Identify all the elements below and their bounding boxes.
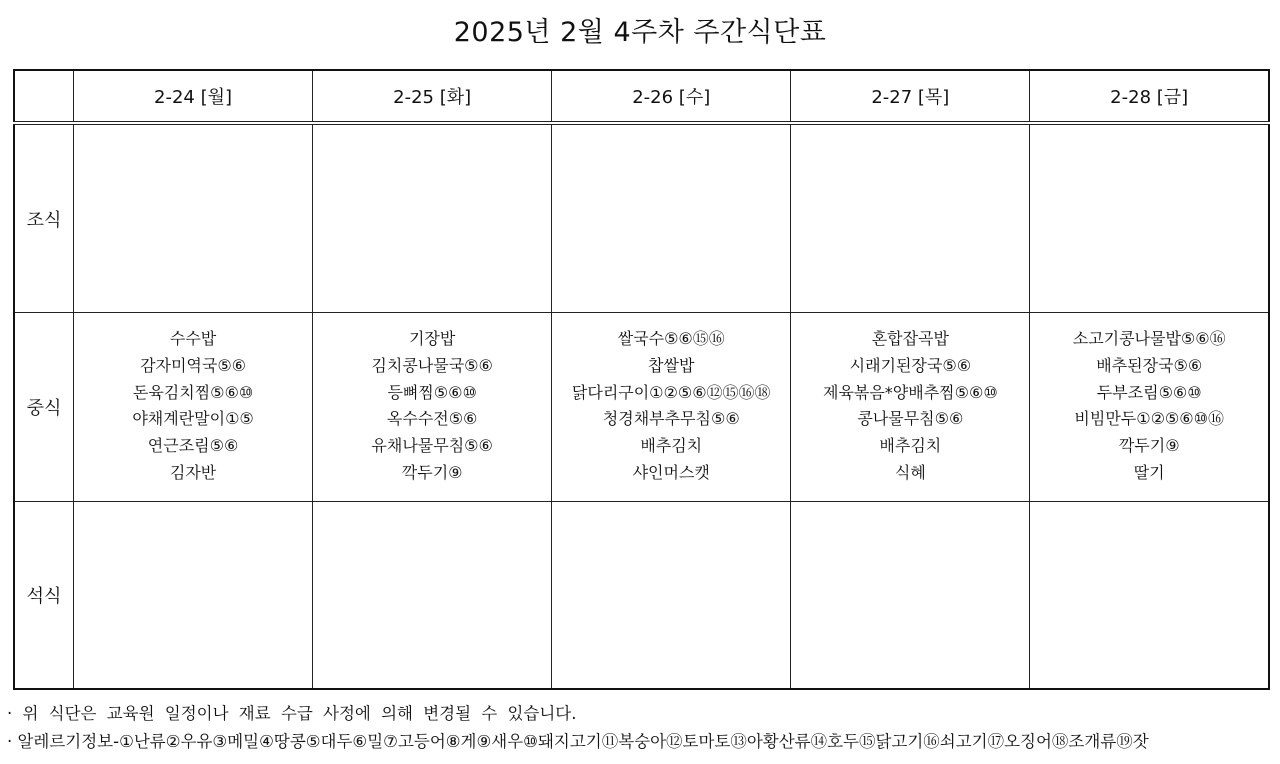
dish-item: 깍두기⑨	[1118, 436, 1180, 456]
dish-item: 콩나물무침⑤⑥	[857, 409, 964, 429]
dish-item: 식혜	[894, 462, 926, 482]
dish-item: 김자반	[169, 462, 217, 482]
dish-item: 김치콩나물국⑤⑥	[371, 355, 493, 375]
lunch-row	[14, 313, 1269, 502]
dish-list	[74, 313, 312, 487]
breakfast-cell	[313, 123, 552, 313]
dish-item: 배추김치	[640, 436, 703, 456]
day-header-row	[14, 70, 1269, 123]
dish-item: 옥수수전⑤⑥	[386, 409, 478, 429]
dish-list	[791, 313, 1029, 487]
dish-list	[1030, 313, 1268, 487]
dish-item: 소고기콩나물밥⑤⑥⑯	[1072, 329, 1226, 348]
dish-item: 두부조림⑤⑥⑩	[1096, 382, 1202, 402]
meal-label-lunch: 중식	[14, 313, 74, 502]
day-header: 2-28 [금]	[1030, 70, 1269, 123]
weekly-menu-table	[13, 69, 1270, 690]
breakfast-cell	[791, 123, 1030, 313]
lunch-cell-mon	[74, 313, 313, 502]
lunch-cell-thu	[791, 313, 1030, 502]
dish-item: 제육볶음*양배추찜⑤⑥⑩	[822, 382, 998, 402]
dish-item: 샤인머스캣	[632, 462, 710, 482]
page-title: 2025년 2월 4주차 주간식단표	[453, 17, 827, 48]
dinner-cell	[1030, 502, 1269, 690]
footnotes	[7, 700, 1149, 756]
dish-item: 청경채부추무침⑤⑥	[602, 409, 740, 429]
meal-label-dinner: 석식	[14, 502, 74, 690]
dish-item: 수수밥	[169, 329, 217, 348]
day-header: 2-26 [수]	[552, 70, 791, 123]
dish-item: 찹쌀밥	[648, 355, 695, 375]
day-header: 2-25 [화]	[313, 70, 552, 123]
dish-item: 비빔만두①②⑤⑥⑩⑯	[1074, 409, 1224, 429]
dinner-cell	[552, 502, 791, 690]
dinner-cell	[791, 502, 1030, 690]
dish-item: 시래기된장국⑤⑥	[849, 355, 972, 375]
dish-item: 배추된장국⑤⑥	[1096, 355, 1203, 375]
dish-item: 연근조림⑤⑥	[147, 436, 239, 456]
dish-item: 쌀국수⑤⑥⑮⑯	[617, 329, 725, 348]
dish-item: 닭다리구이①②⑤⑥⑫⑮⑯⑱	[571, 382, 771, 402]
dish-list	[313, 313, 551, 487]
dish-item: 기장밥	[408, 329, 456, 348]
dish-item: 등뼈찜⑤⑥⑩	[387, 382, 477, 402]
lunch-cell-tue	[313, 313, 552, 502]
breakfast-cell	[74, 123, 313, 313]
day-header: 2-24 [월]	[74, 70, 313, 123]
dish-item: 유채나물무침⑤⑥	[371, 436, 493, 456]
dinner-row	[14, 502, 1269, 690]
dinner-cell	[313, 502, 552, 690]
day-header: 2-27 [목]	[791, 70, 1030, 123]
dinner-cell	[74, 502, 313, 690]
breakfast-row	[14, 123, 1269, 313]
dish-item: 야채계란말이①⑤	[132, 409, 254, 429]
dish-item: 혼합잡곡밥	[871, 329, 949, 348]
dish-list	[552, 313, 790, 487]
dish-item: 감자미역국⑤⑥	[140, 355, 247, 375]
dish-item: 배추김치	[879, 436, 942, 456]
dish-item: 딸기	[1133, 462, 1165, 482]
allergy-legend: · 알레르기정보-①난류②우유③메밀④땅콩⑤대두⑥밀⑦고등어⑧게⑨새우⑩돼지고기⑪복숭아⑫토마토⑬아황산류⑭호두⑮닭고기⑯쇠고기⑰오징어⑱조개류⑲잣	[7, 732, 1149, 751]
lunch-cell-wed	[552, 313, 791, 502]
lunch-cell-fri	[1030, 313, 1269, 502]
breakfast-cell	[1030, 123, 1269, 313]
breakfast-cell	[552, 123, 791, 313]
dish-item: 돈육김치찜⑤⑥⑩	[132, 382, 254, 402]
meal-label-breakfast: 조식	[14, 123, 74, 313]
dish-item: 깍두기⑨	[401, 462, 463, 482]
change-notice: · 위 식단은 교육원 일정이나 재료 수급 사정에 의해 변경될 수 있습니다.	[7, 704, 577, 723]
corner-cell	[14, 70, 74, 123]
